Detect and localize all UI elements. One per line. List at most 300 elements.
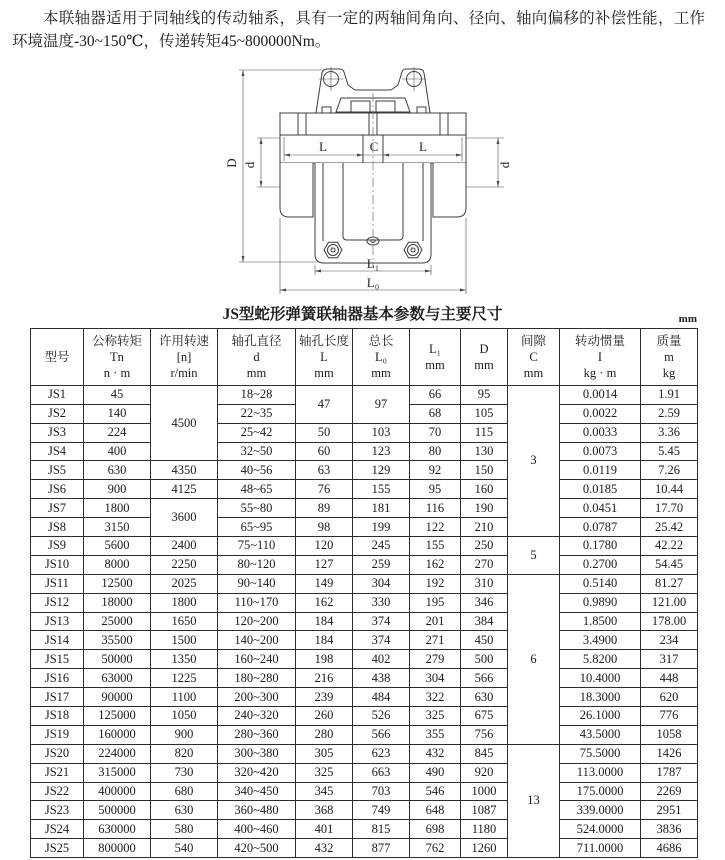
table-cell: 384 — [461, 612, 508, 631]
dim-label-L0: L₀ — [366, 274, 379, 290]
table-row — [31, 442, 698, 461]
table-cell: 60 — [296, 442, 353, 461]
table-cell: 123 — [353, 442, 410, 461]
table-cell: 374 — [353, 631, 410, 650]
table-cell: 0.2700 — [560, 555, 641, 574]
table-cell: 0.0022 — [560, 404, 641, 423]
table-cell: 900 — [151, 725, 218, 744]
table-cell: JS16 — [31, 669, 84, 688]
table-cell: JS7 — [31, 499, 84, 518]
table-row — [31, 839, 698, 858]
table-cell: 1787 — [641, 763, 698, 782]
table-cell: 920 — [461, 763, 508, 782]
table-row — [31, 423, 698, 442]
spec-table — [30, 328, 698, 858]
table-cell: 63 — [296, 461, 353, 480]
table-cell: 199 — [353, 518, 410, 537]
table-cell: 98 — [296, 518, 353, 537]
table-row — [31, 801, 698, 820]
table-cell: 216 — [296, 669, 353, 688]
table-cell: 800000 — [84, 839, 151, 858]
table-cell: 526 — [353, 707, 410, 726]
table-cell: 140 — [84, 404, 151, 423]
table-cell: 1000 — [461, 782, 508, 801]
table-cell: 224 — [84, 423, 151, 442]
table-cell: JS18 — [31, 707, 84, 726]
intro-paragraph: 本联轴器适用于同轴线的传动轴系，具有一定的两轴间角向、径向、轴向偏移的补偿性能，工作环境温度-30~150℃，传递转矩45~800000Nm。 — [12, 10, 705, 50]
table-cell: 5 — [508, 537, 560, 575]
table-cell: 80~120 — [218, 555, 296, 574]
table-cell: 1087 — [461, 801, 508, 820]
table-cell: 280~360 — [218, 725, 296, 744]
table-cell: 130 — [461, 442, 508, 461]
header-row — [31, 328, 698, 385]
table-row — [31, 499, 698, 518]
table-cell: 1058 — [641, 725, 698, 744]
table-cell: 239 — [296, 688, 353, 707]
table-cell: 201 — [410, 612, 461, 631]
column-header: 许用转速 [n] r/min — [151, 328, 218, 385]
dim-label-C: C — [369, 138, 378, 154]
table-cell: 8000 — [84, 555, 151, 574]
table-cell: 140~200 — [218, 631, 296, 650]
table-cell: 620 — [641, 688, 698, 707]
table-cell: 730 — [151, 763, 218, 782]
table-cell: 630 — [461, 688, 508, 707]
table-row — [31, 518, 698, 537]
table-row — [31, 631, 698, 650]
table-cell: 280 — [296, 725, 353, 744]
table-cell: JS2 — [31, 404, 84, 423]
table-cell: 198 — [296, 650, 353, 669]
table-cell: 279 — [410, 650, 461, 669]
table-cell: 259 — [353, 555, 410, 574]
table-cell: 355 — [410, 725, 461, 744]
table-cell: 178.00 — [641, 612, 698, 631]
table-cell: 623 — [353, 744, 410, 763]
table-cell: JS8 — [31, 518, 84, 537]
table-cell: 401 — [296, 820, 353, 839]
table-row — [31, 763, 698, 782]
table-cell: 546 — [410, 782, 461, 801]
table-cell: 663 — [353, 763, 410, 782]
table-cell: 300~380 — [218, 744, 296, 763]
table-cell: 180~280 — [218, 669, 296, 688]
table-cell: 776 — [641, 707, 698, 726]
table-cell: 1426 — [641, 744, 698, 763]
table-cell: 820 — [151, 744, 218, 763]
table-cell: 340~450 — [218, 782, 296, 801]
table-cell: 45 — [84, 385, 151, 404]
table-cell: 2951 — [641, 801, 698, 820]
hub-right — [433, 163, 466, 217]
table-row — [31, 480, 698, 499]
table-cell: 845 — [461, 744, 508, 763]
table-cell: 0.0185 — [560, 480, 641, 499]
table-cell: 304 — [410, 669, 461, 688]
table-cell: 50000 — [84, 650, 151, 669]
table-cell: 711.0000 — [560, 839, 641, 858]
table-row — [31, 669, 698, 688]
table-cell: 1500 — [151, 631, 218, 650]
table-cell: 192 — [410, 574, 461, 593]
table-cell: 402 — [353, 650, 410, 669]
table-cell: 450 — [461, 631, 508, 650]
table-cell: 1050 — [151, 707, 218, 726]
table-cell: 1180 — [461, 820, 508, 839]
table-cell: 3.36 — [641, 423, 698, 442]
table-cell: 48~65 — [218, 480, 296, 499]
table-cell: 630000 — [84, 820, 151, 839]
table-cell: 25000 — [84, 612, 151, 631]
table-cell: 90000 — [84, 688, 151, 707]
table-cell: 127 — [296, 555, 353, 574]
table-cell: JS4 — [31, 442, 84, 461]
table-cell: 121.00 — [641, 593, 698, 612]
table-cell: JS12 — [31, 593, 84, 612]
table-cell: 103 — [353, 423, 410, 442]
table-unit-label: mm — [678, 312, 697, 325]
column-header: D mm — [461, 328, 508, 385]
table-cell: 55~80 — [218, 499, 296, 518]
table-cell: 1100 — [151, 688, 218, 707]
table-cell: 4500 — [151, 385, 218, 461]
table-cell: 368 — [296, 801, 353, 820]
table-cell: 175.0000 — [560, 782, 641, 801]
table-cell: 630 — [84, 461, 151, 480]
table-cell: 97 — [353, 385, 410, 423]
table-cell: 271 — [410, 631, 461, 650]
table-cell: 762 — [410, 839, 461, 858]
table-cell: 315000 — [84, 763, 151, 782]
table-cell: JS21 — [31, 763, 84, 782]
table-cell: 184 — [296, 612, 353, 631]
column-header: 型号 — [31, 328, 84, 385]
table-cell: 125000 — [84, 707, 151, 726]
table-cell: 95 — [461, 385, 508, 404]
column-header: 轴孔长度 L mm — [296, 328, 353, 385]
table-cell: 22~35 — [218, 404, 296, 423]
table-cell: 4350 — [151, 461, 218, 480]
table-cell: 490 — [410, 763, 461, 782]
column-header: 总长 L₀ mm — [353, 328, 410, 385]
table-cell: 42.22 — [641, 537, 698, 556]
table-cell: 25.42 — [641, 518, 698, 537]
column-header: L₁ mm — [410, 328, 461, 385]
table-cell: 115 — [461, 423, 508, 442]
table-cell: 420~500 — [218, 839, 296, 858]
table-cell: 432 — [410, 744, 461, 763]
table-cell: JS14 — [31, 631, 84, 650]
table-cell: 0.0073 — [560, 442, 641, 461]
table-cell: 325 — [410, 707, 461, 726]
table-cell: 360~480 — [218, 801, 296, 820]
table-cell: 2269 — [641, 782, 698, 801]
table-cell: 260 — [296, 707, 353, 726]
table-cell: 400~460 — [218, 820, 296, 839]
table-row — [31, 820, 698, 839]
table-cell: 540 — [151, 839, 218, 858]
table-cell: 160000 — [84, 725, 151, 744]
table-cell: 32~50 — [218, 442, 296, 461]
dim-label-d-right: d — [496, 161, 512, 169]
table-cell: 304 — [353, 574, 410, 593]
table-cell: 70 — [410, 423, 461, 442]
table-row — [31, 707, 698, 726]
table-cell: 155 — [353, 480, 410, 499]
table-row — [31, 385, 698, 404]
table-cell: 400000 — [84, 782, 151, 801]
table-cell: 630 — [151, 801, 218, 820]
bolt-left — [322, 107, 331, 113]
table-cell: 703 — [353, 782, 410, 801]
table-cell: 400 — [84, 442, 151, 461]
table-cell: 374 — [353, 612, 410, 631]
table-cell: 330 — [353, 593, 410, 612]
table-row — [31, 593, 698, 612]
table-cell: 0.0014 — [560, 385, 641, 404]
table-cell: 224000 — [84, 744, 151, 763]
table-cell: 1225 — [151, 669, 218, 688]
table-cell: 317 — [641, 650, 698, 669]
table-cell: 815 — [353, 820, 410, 839]
table-cell: 66 — [410, 385, 461, 404]
table-cell: 184 — [296, 631, 353, 650]
table-cell: 92 — [410, 461, 461, 480]
table-cell: 76 — [296, 480, 353, 499]
table-cell: JS13 — [31, 612, 84, 631]
table-cell: 116 — [410, 499, 461, 518]
table-row — [31, 555, 698, 574]
table-cell: 10.4000 — [560, 669, 641, 688]
table-cell: 160~240 — [218, 650, 296, 669]
table-cell: 25~42 — [218, 423, 296, 442]
table-cell: 18.3000 — [560, 688, 641, 707]
coupling-cross-section — [203, 60, 523, 300]
table-cell: JS6 — [31, 480, 84, 499]
table-cell: 3150 — [84, 518, 151, 537]
table-cell: 10.44 — [641, 480, 698, 499]
table-cell: 698 — [410, 820, 461, 839]
table-cell: 3600 — [151, 499, 218, 537]
table-cell: JS23 — [31, 801, 84, 820]
hub-left — [280, 163, 313, 217]
flange-left — [280, 113, 369, 135]
table-cell: 305 — [296, 744, 353, 763]
table-cell: 190 — [461, 499, 508, 518]
column-header: 公称转矩 Tn n · m — [84, 328, 151, 385]
dim-label-D: D — [223, 158, 239, 168]
table-cell: 13 — [508, 744, 560, 857]
table-cell: 40~56 — [218, 461, 296, 480]
table-cell: 1800 — [151, 593, 218, 612]
table-cell: 250 — [461, 537, 508, 556]
table-cell: 80 — [410, 442, 461, 461]
table-cell: 3 — [508, 385, 560, 536]
table-cell: 160 — [461, 480, 508, 499]
table-cell: 0.0119 — [560, 461, 641, 480]
table-cell: 1650 — [151, 612, 218, 631]
column-header: 质量 m kg — [641, 328, 698, 385]
table-cell: 2250 — [151, 555, 218, 574]
table-cell: 339.0000 — [560, 801, 641, 820]
table-cell: 310 — [461, 574, 508, 593]
table-cell: 2025 — [151, 574, 218, 593]
table-cell: 35500 — [84, 631, 151, 650]
table-cell: 122 — [410, 518, 461, 537]
table-cell: 181 — [353, 499, 410, 518]
dim-label-L-right: L — [418, 138, 427, 154]
table-cell: 110~170 — [218, 593, 296, 612]
table-cell: 0.1780 — [560, 537, 641, 556]
table-cell: 566 — [461, 669, 508, 688]
table-cell: JS10 — [31, 555, 84, 574]
table-cell: 95 — [410, 480, 461, 499]
table-row — [31, 612, 698, 631]
table-row — [31, 574, 698, 593]
table-cell: 270 — [461, 555, 508, 574]
table-cell: 105 — [461, 404, 508, 423]
table-cell: 245 — [353, 537, 410, 556]
table-cell: 54.45 — [641, 555, 698, 574]
table-cell: 240~320 — [218, 707, 296, 726]
table-cell: 162 — [410, 555, 461, 574]
table-title: JS型蛇形弹簧联轴器基本参数与主要尺寸 — [222, 305, 503, 323]
table-cell: 5.45 — [641, 442, 698, 461]
table-row — [31, 782, 698, 801]
table-cell: 4125 — [151, 480, 218, 499]
table-cell: 2.59 — [641, 404, 698, 423]
table-cell: 500 — [461, 650, 508, 669]
table-cell: 113.0000 — [560, 763, 641, 782]
table-cell: JS19 — [31, 725, 84, 744]
table-row — [31, 744, 698, 763]
table-cell: 7.26 — [641, 461, 698, 480]
table-cell: 65~95 — [218, 518, 296, 537]
table-cell: 1.8500 — [560, 612, 641, 631]
table-cell: 900 — [84, 480, 151, 499]
table-cell: JS22 — [31, 782, 84, 801]
table-row — [31, 725, 698, 744]
table-cell: 162 — [296, 593, 353, 612]
table-cell: 89 — [296, 499, 353, 518]
table-cell: JS20 — [31, 744, 84, 763]
table-cell: 0.9890 — [560, 593, 641, 612]
table-cell: 12500 — [84, 574, 151, 593]
table-cell: 680 — [151, 782, 218, 801]
table-cell: 81.27 — [641, 574, 698, 593]
table-cell: JS17 — [31, 688, 84, 707]
table-cell: 149 — [296, 574, 353, 593]
coupling-drawing — [203, 60, 523, 300]
table-cell: 75~110 — [218, 537, 296, 556]
table-title-row — [0, 304, 725, 326]
table-cell: 68 — [410, 404, 461, 423]
table-cell: 120~200 — [218, 612, 296, 631]
table-cell: 2400 — [151, 537, 218, 556]
table-cell: 0.0787 — [560, 518, 641, 537]
table-row — [31, 461, 698, 480]
table-cell: 17.70 — [641, 499, 698, 518]
table-cell: JS11 — [31, 574, 84, 593]
table-cell: JS25 — [31, 839, 84, 858]
table-cell: 3.4900 — [560, 631, 641, 650]
table-cell: JS1 — [31, 385, 84, 404]
table-cell: JS9 — [31, 537, 84, 556]
table-cell: 6 — [508, 574, 560, 744]
table-cell: 47 — [296, 385, 353, 423]
table-cell: 50 — [296, 423, 353, 442]
table-cell: 26.1000 — [560, 707, 641, 726]
table-cell: 0.0033 — [560, 423, 641, 442]
table-cell: 200~300 — [218, 688, 296, 707]
table-cell: 438 — [353, 669, 410, 688]
table-cell: 320~420 — [218, 763, 296, 782]
table-cell: 129 — [353, 461, 410, 480]
table-cell: 3836 — [641, 820, 698, 839]
table-cell: 484 — [353, 688, 410, 707]
table-cell: 345 — [296, 782, 353, 801]
table-cell: 0.5140 — [560, 574, 641, 593]
table-cell: 500000 — [84, 801, 151, 820]
table-row — [31, 688, 698, 707]
table-cell: 195 — [410, 593, 461, 612]
table-cell: 90~140 — [218, 574, 296, 593]
table-cell: JS3 — [31, 423, 84, 442]
table-cell: 675 — [461, 707, 508, 726]
column-header: 间隙 C mm — [508, 328, 560, 385]
table-cell: 566 — [353, 725, 410, 744]
table-row — [31, 650, 698, 669]
table-cell: 5600 — [84, 537, 151, 556]
dim-label-L1: L₁ — [366, 255, 379, 271]
table-cell: 1800 — [84, 499, 151, 518]
table-cell: 234 — [641, 631, 698, 650]
table-cell: 4686 — [641, 839, 698, 858]
table-cell: 877 — [353, 839, 410, 858]
table-cell: 1.91 — [641, 385, 698, 404]
table-cell: 749 — [353, 801, 410, 820]
table-cell: JS15 — [31, 650, 84, 669]
table-cell: 1260 — [461, 839, 508, 858]
table-cell: 18~28 — [218, 385, 296, 404]
table-cell: 756 — [461, 725, 508, 744]
table-cell: 432 — [296, 839, 353, 858]
table-cell: 0.0451 — [560, 499, 641, 518]
table-cell: 63000 — [84, 669, 151, 688]
dim-label-L-left: L — [318, 138, 327, 154]
column-header: 轴孔直径 d mm — [218, 328, 296, 385]
table-cell: 325 — [296, 763, 353, 782]
table-cell: 346 — [461, 593, 508, 612]
table-cell: 580 — [151, 820, 218, 839]
table-cell: 648 — [410, 801, 461, 820]
table-cell: 75.5000 — [560, 744, 641, 763]
table-cell: 322 — [410, 688, 461, 707]
table-row — [31, 537, 698, 556]
table-cell: 524.0000 — [560, 820, 641, 839]
table-cell: 120 — [296, 537, 353, 556]
table-cell: 1350 — [151, 650, 218, 669]
table-cell: JS5 — [31, 461, 84, 480]
dim-label-d-left: d — [241, 161, 257, 169]
table-cell: 18000 — [84, 593, 151, 612]
table-cell: 150 — [461, 461, 508, 480]
flange-right — [377, 113, 466, 135]
table-cell: 43.5000 — [560, 725, 641, 744]
column-header: 转动惯量 I kg · m — [560, 328, 641, 385]
table-cell: JS24 — [31, 820, 84, 839]
